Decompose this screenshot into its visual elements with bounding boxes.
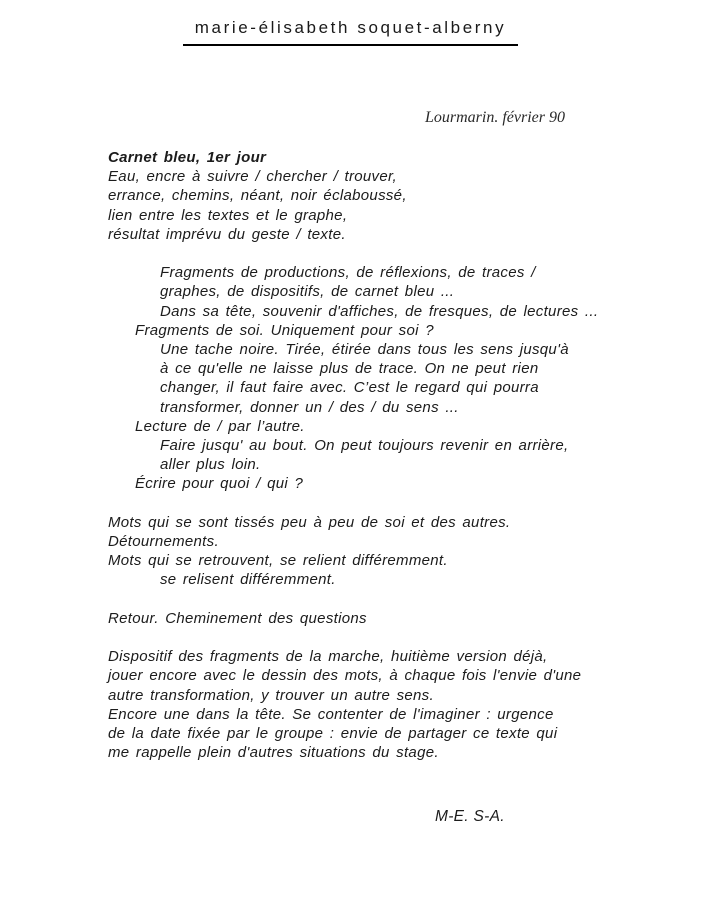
dateline: Lourmarin. février 90 [425, 109, 565, 126]
text-line: Mots qui se sont tissés peu à peu de soi et des autres. [108, 513, 511, 531]
text-line: à ce qu'elle ne laisse plus de trace. On ne peut rien [160, 360, 539, 378]
text-line: aller plus loin. [160, 456, 261, 474]
text-line: errance, chemins, néant, noir éclaboussé, [108, 187, 407, 205]
text-line: lien entre les textes et le graphe, [108, 206, 348, 224]
text-line: résultat imprévu du geste / texte. [108, 225, 346, 243]
text-line: Détournements. [108, 533, 219, 551]
text-line: Fragments de productions, de réflexions, de traces / [160, 264, 536, 282]
text-line: Une tache noire. Tirée, étirée dans tous les sens jusqu'à [160, 341, 569, 359]
text-line: Mots qui se retrouvent, se relient différemment. [108, 552, 448, 570]
text-line: Dispositif des fragments de la marche, huitième version déjà, [108, 648, 548, 666]
paragraph-block [108, 263, 661, 493]
text-line: Lecture de / par l’autre. [135, 417, 305, 435]
text-line: autre transformation, y trouver un autre sens. [108, 686, 434, 704]
page-header [0, 18, 701, 46]
author-title: marie-élisabeth soquet-alberny [183, 18, 518, 46]
text-line: Eau, encre à suivre / chercher / trouver, [108, 168, 397, 186]
document-content [108, 148, 661, 762]
paragraph-block [108, 609, 661, 628]
text-line: me rappelle plein d'autres situations du stage. [108, 744, 439, 762]
text-line: Fragments de soi. Uniquement pour soi ? [135, 321, 434, 339]
text-line: graphes, de dispositifs, de carnet bleu ... [160, 283, 455, 301]
paragraph-block [108, 148, 661, 244]
text-line: se relisent différemment. [160, 571, 336, 589]
text-line: Retour. Cheminement des questions [108, 609, 367, 627]
text-line: changer, il faut faire avec. C’est le regard qui pourra [160, 379, 539, 397]
text-line: de la date fixée par le groupe : envie de partager ce texte qui [108, 725, 558, 743]
signature-initials: M-E. S-A. [435, 808, 505, 826]
text-line: Écrire pour quoi / qui ? [135, 475, 304, 493]
paragraph-block [108, 513, 661, 590]
text-line: Faire jusqu' au bout. On peut toujours revenir en arrière, [160, 437, 569, 455]
text-line: Dans sa tête, souvenir d'affiches, de fresques, de lectures ... [160, 302, 599, 320]
paragraph-block [108, 647, 661, 762]
text-line: transformer, donner un / des / du sens ... [160, 398, 459, 416]
entry-heading: Carnet bleu, 1er jour [108, 149, 267, 166]
text-line: jouer encore avec le dessin des mots, à chaque fois l'envie d'une [108, 667, 582, 685]
text-line: Encore une dans la tête. Se contenter de l'imaginer : urgence [108, 705, 554, 723]
